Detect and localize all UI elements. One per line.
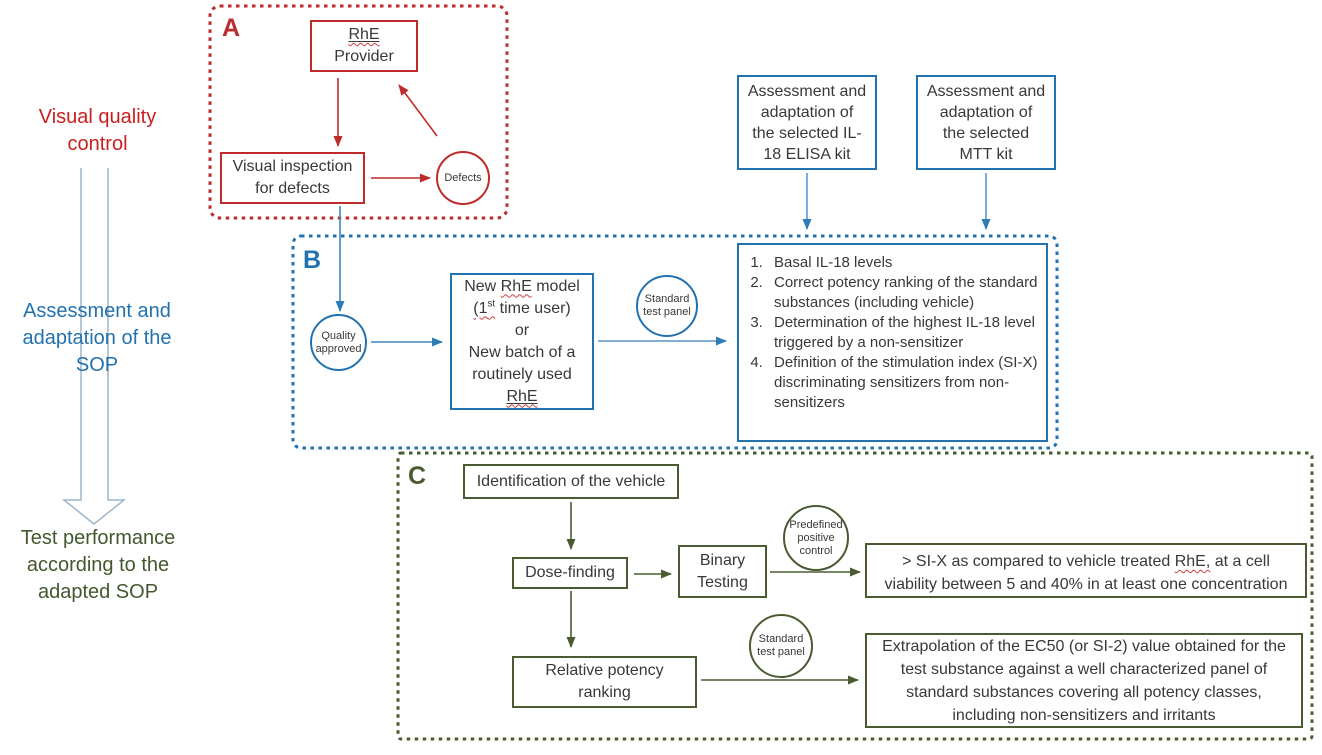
dose-finding-box: Dose-finding xyxy=(512,557,628,589)
rhe-provider-box: RhE Provider xyxy=(310,20,418,72)
rhe-underlined-text: RhE xyxy=(506,387,538,405)
rhe-underlined-text: RhE xyxy=(348,26,380,43)
section-b-label: B xyxy=(303,246,322,274)
rhe-wavy-text: RhE, xyxy=(1174,553,1211,570)
rhe-wavy-text: RhE xyxy=(500,277,532,295)
defects-circle: Defects xyxy=(436,151,490,205)
assessment-sop-label: Assessment and adaptation of the SOP xyxy=(22,300,172,376)
visual-inspection-box: Visual inspection for defects xyxy=(220,152,365,204)
predefined-positive-control-circle: Predefined positive control xyxy=(783,505,849,571)
visual-quality-control-label: Visual quality control xyxy=(38,106,157,155)
criteria-list-box xyxy=(737,243,1048,442)
quality-approved-circle: Quality approved xyxy=(310,314,367,371)
criteria-list xyxy=(739,245,1046,419)
identification-vehicle-box: Identification of the vehicle xyxy=(463,464,679,499)
extrapolation-result-box: Extrapolation of the EC50 (or SI-2) value obtained for the test substance against a well characterized panel of standard substances covering all potency classes, including non-sensitizers and irritants xyxy=(865,633,1303,728)
criteria-item: 2. Correct potency ranking of the standard substances (including vehicle) xyxy=(767,273,1040,313)
standard-test-panel-circle-c: Standard test panel xyxy=(749,614,813,678)
section-c-label: C xyxy=(408,462,427,490)
si-x-result-box: > SI-X as compared to vehicle treated RhE, at a cell viability between 5 and 40% in at least one concentration xyxy=(865,543,1307,598)
criteria-item: 4. Definition of the stimulation index (SI-X) discriminating sensitizers from non-sensitizers xyxy=(767,353,1040,413)
new-rhe-model-box: New RhE model (1st time user) or New batch of a routinely used RhE xyxy=(450,273,594,410)
test-performance-label: Test performance according to the adapted SOP xyxy=(20,527,176,603)
arrow-defects-to-provider xyxy=(399,85,437,136)
relative-potency-ranking-box: Relative potency ranking xyxy=(512,656,697,708)
criteria-item: 1. Basal IL-18 levels xyxy=(767,253,1040,273)
standard-test-panel-circle-b: Standard test panel xyxy=(636,275,698,337)
section-a-label: A xyxy=(222,14,241,42)
elisa-kit-box: Assessment and adaptation of the selected IL- 18 ELISA kit xyxy=(737,75,877,170)
mtt-kit-box: Assessment and adaptation of the selected MTT kit xyxy=(916,75,1056,170)
binary-testing-box: Binary Testing xyxy=(678,545,767,598)
criteria-item: 3. Determination of the highest IL-18 level triggered by a non-sensitizer xyxy=(767,313,1040,353)
superscript-st: st xyxy=(487,298,496,310)
